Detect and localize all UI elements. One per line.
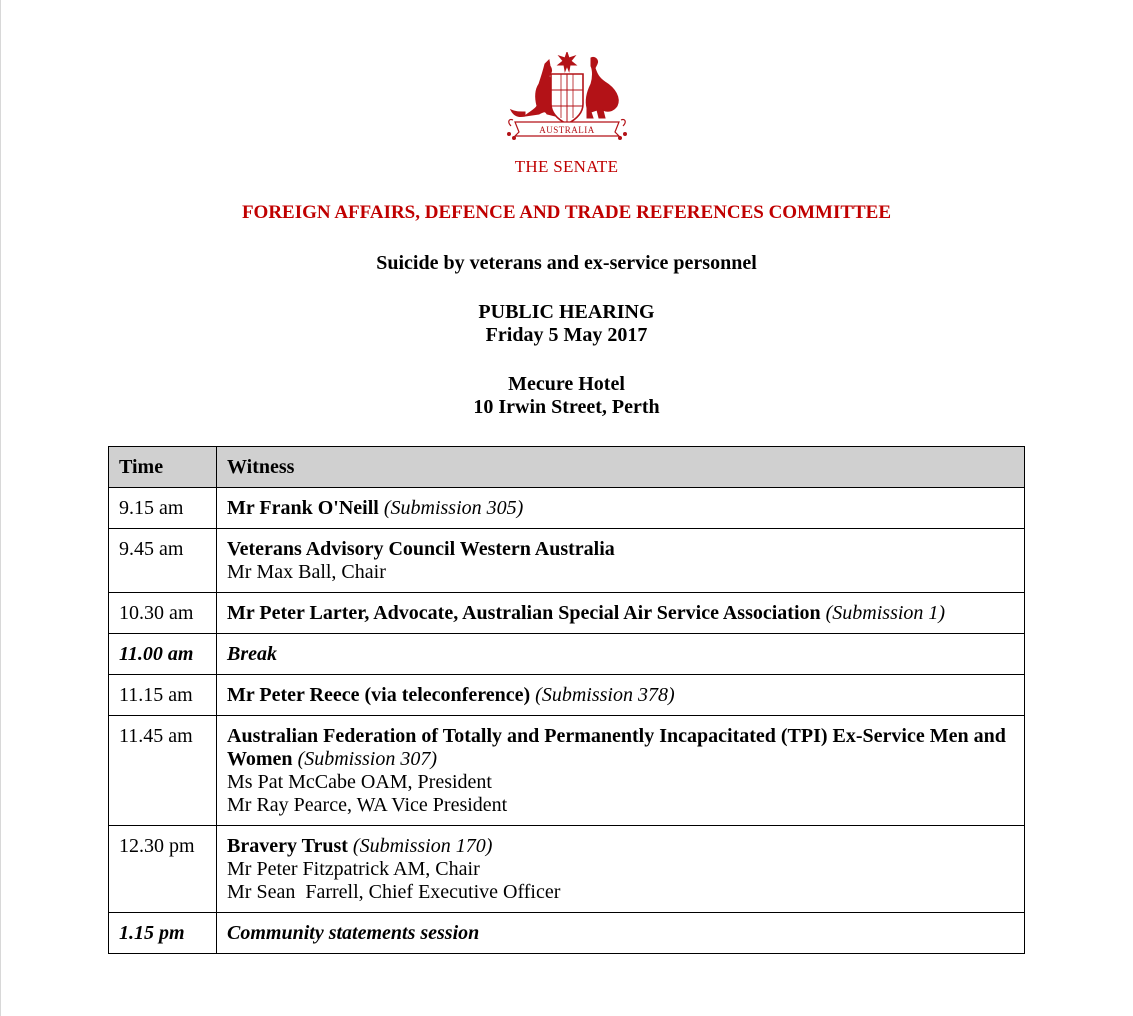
row-witness bbox=[217, 529, 1025, 593]
row-witness bbox=[217, 675, 1025, 716]
crest-label: AUSTRALIA bbox=[539, 125, 595, 135]
table-row bbox=[109, 826, 1025, 913]
venue-name: Mecure Hotel bbox=[508, 373, 625, 395]
row-time: 9.45 am bbox=[109, 529, 217, 593]
coat-of-arms-logo bbox=[505, 52, 629, 144]
break-label: Break bbox=[227, 643, 277, 665]
submission-ref: (Submission 378) bbox=[535, 684, 675, 706]
row-time: 11.15 am bbox=[109, 675, 217, 716]
row-time: 1.15 pm bbox=[109, 913, 217, 954]
submission-ref: (Submission 305) bbox=[383, 497, 524, 519]
table-header-row bbox=[109, 447, 1025, 488]
row-time: 9.15 am bbox=[109, 488, 217, 529]
row-witness bbox=[217, 913, 1025, 954]
witness-name: Mr Peter Larter, Advocate, Australian Special Air Service Association bbox=[227, 602, 821, 624]
witness-name: Veterans Advisory Council Western Australia bbox=[227, 538, 615, 560]
table-row bbox=[109, 634, 1025, 675]
venue-address: 10 Irwin Street, Perth bbox=[473, 396, 660, 418]
witness-detail: Mr Ray Pearce, WA Vice President bbox=[227, 794, 508, 816]
witness-detail: Mr Peter Fitzpatrick AM, Chair bbox=[227, 858, 480, 880]
submission-ref: (Submission 1) bbox=[825, 602, 946, 624]
row-witness bbox=[217, 826, 1025, 913]
witness-detail: Mr Sean Farrell, Chief Executive Officer bbox=[227, 881, 561, 903]
witness-name: Bravery Trust bbox=[227, 835, 348, 857]
witness-detail: Mr Max Ball, Chair bbox=[227, 561, 386, 583]
row-time: 11.45 am bbox=[109, 716, 217, 826]
inquiry-title: Suicide by veterans and ex-service personnel bbox=[376, 252, 757, 274]
table-row bbox=[109, 488, 1025, 529]
venue-info bbox=[0, 373, 1133, 419]
hearing-date: Friday 5 May 2017 bbox=[485, 324, 648, 346]
row-witness bbox=[217, 488, 1025, 529]
page-edge bbox=[0, 0, 1, 1016]
submission-ref: (Submission 307) bbox=[297, 748, 438, 770]
witness-name: Australian Federation of Totally and Permanently Incapacitated (TPI) Ex-Service Men and Women bbox=[227, 725, 1006, 770]
committee-title: FOREIGN AFFAIRS, DEFENCE AND TRADE REFERENCES COMMITTEE bbox=[241, 202, 892, 223]
session-label: Community statements session bbox=[227, 922, 480, 944]
hearing-schedule-table bbox=[108, 446, 1025, 954]
row-witness bbox=[217, 634, 1025, 675]
witness-name: Mr Peter Reece (via teleconference) bbox=[227, 684, 531, 706]
table-row bbox=[109, 675, 1025, 716]
table-row bbox=[109, 529, 1025, 593]
table-row bbox=[109, 593, 1025, 634]
table-row bbox=[109, 716, 1025, 826]
row-witness bbox=[217, 716, 1025, 826]
hearing-info bbox=[0, 301, 1133, 347]
senate-heading: THE SENATE bbox=[514, 157, 619, 176]
witness-detail: Ms Pat McCabe OAM, President bbox=[227, 771, 492, 793]
column-header-witness: Witness bbox=[217, 447, 1025, 488]
witness-name: Mr Frank O'Neill bbox=[227, 497, 379, 519]
column-header-time: Time bbox=[109, 447, 217, 488]
hearing-type: PUBLIC HEARING bbox=[478, 301, 655, 323]
row-time: 12.30 pm bbox=[109, 826, 217, 913]
row-witness bbox=[217, 593, 1025, 634]
row-time: 10.30 am bbox=[109, 593, 217, 634]
submission-ref: (Submission 170) bbox=[352, 835, 493, 857]
row-time: 11.00 am bbox=[109, 634, 217, 675]
table-row bbox=[109, 913, 1025, 954]
